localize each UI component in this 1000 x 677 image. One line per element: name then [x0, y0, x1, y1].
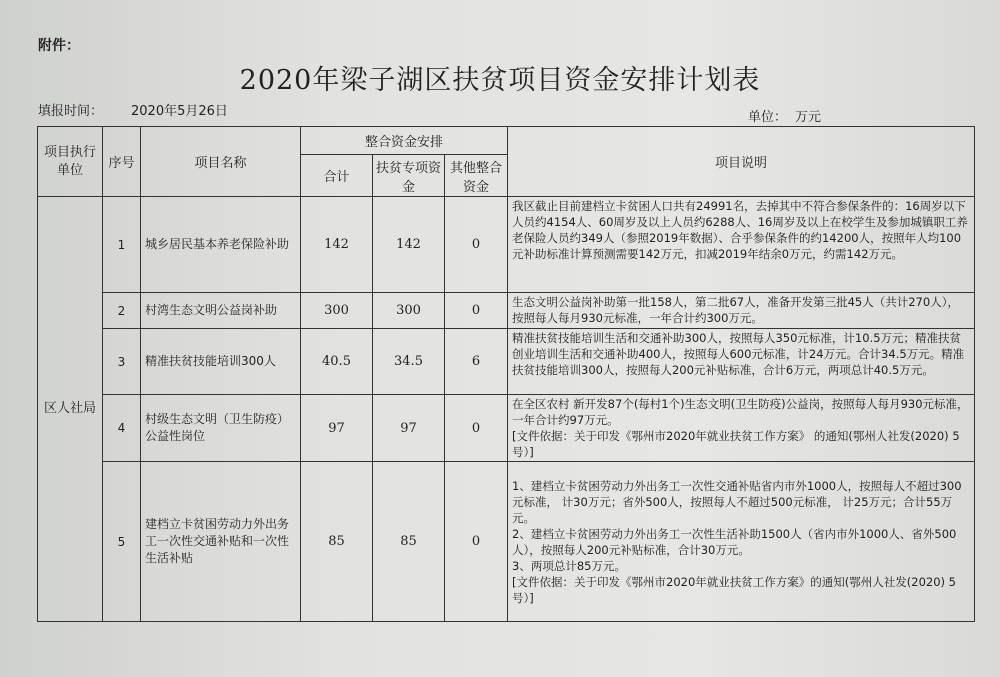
unit-value: 万元 — [795, 110, 822, 125]
other-fund-cell: 0 — [445, 462, 508, 622]
total-cell: 85 — [301, 462, 373, 622]
other-fund-cell: 0 — [445, 395, 508, 462]
header-poverty-fund: 扶贫专项资金 — [373, 155, 445, 197]
table-row — [38, 395, 975, 462]
table-row — [38, 293, 975, 329]
fill-date-value: 2020年5月26日 — [131, 104, 228, 119]
seq-cell: 3 — [103, 329, 141, 395]
table-row — [38, 197, 975, 293]
page-title: 2020年梁子湖区扶贫项目资金安排计划表 — [239, 65, 761, 96]
project-name-cell: 村湾生态文明公益岗补助 — [141, 293, 301, 329]
description-cell: 我区截止目前建档立卡贫困人口共有24991名，去掉其中不符合参保条件的：16周岁以下人员约4154人、60周岁及以上人员约6288人、16周岁及以上在校学生及参加城镇职工养老保险人员约349人（参照2019年数据）、合乎参保条件的约14200人，按照年人均100元补助标准计算预测需要142万元，扣减2019年结余0万元，约需142万元。 — [508, 197, 975, 293]
total-cell: 300 — [301, 293, 373, 329]
description-cell: 在全区农村 新开发87个(每村1个)生态文明(卫生防疫)公益岗，按照每人每月930元标准，一年合计约97万元。 [文件依据：关于印发《鄂州市2020年就业扶贫工作方案》 的通知(鄂州人社发(2020) 5号）] — [508, 395, 975, 462]
poverty-fund-cell: 85 — [373, 462, 445, 622]
seq-cell: 4 — [103, 395, 141, 462]
project-name-cell: 精准扶贫技能培训300人 — [141, 329, 301, 395]
header-row — [38, 127, 975, 155]
project-name-cell: 城乡居民基本养老保险补助 — [141, 197, 301, 293]
plan-table — [37, 126, 975, 622]
description-cell: 生态文明公益岗补助第一批158人，第二批67人，准备开发第三批45人（共计270人），按照每人每月930元标准，一年合计约300万元。 — [508, 293, 975, 329]
header-total: 合计 — [301, 155, 373, 197]
total-cell: 40.5 — [301, 329, 373, 395]
poverty-fund-cell: 34.5 — [373, 329, 445, 395]
fill-date-label: 填报时间： — [38, 104, 104, 119]
poverty-fund-cell: 97 — [373, 395, 445, 462]
total-cell: 142 — [301, 197, 373, 293]
table-row — [38, 462, 975, 622]
unit-label: 单位： — [748, 110, 788, 125]
header-description: 项目说明 — [508, 127, 975, 197]
fill-date — [38, 100, 228, 119]
exec-unit-cell: 区人社局 — [38, 197, 103, 622]
seq-cell: 2 — [103, 293, 141, 329]
header-funds-group: 整合资金安排 — [301, 127, 508, 155]
other-fund-cell: 6 — [445, 329, 508, 395]
header-exec-unit: 项目执行单位 — [38, 127, 103, 197]
header-seq: 序号 — [103, 127, 141, 197]
project-name-cell: 村级生态文明（卫生防疫）公益性岗位 — [141, 395, 301, 462]
description-cell: 1、建档立卡贫困劳动力外出务工一次性交通补贴省内市外1000人，按照每人不超过300元标准， 计30万元；省外500人，按照每人不超过500元标准， 计25万元；合计55万元。 2、建档立卡贫困劳动力外出务工一次性生活补助1500人（省内市外1000人、省外500人），按照每人200元补贴标准，合计30万元。 3、两项总计85万元。 [文件依据：关于印发《鄂州市2020年就业扶贫工作方案》的通知(鄂州人社发(2020) 5号）] — [508, 462, 975, 622]
description-cell: 精准扶贫技能培训生活和交通补助300人，按照每人350元标准，计10.5万元；精准扶贫创业培训生活和交通补助400人，按照每人600元标准，计24万元。合计34.5万元。精准扶贫技能培训300人，按照每人200元补贴标准，合计6万元，两项总计40.5万元。 — [508, 329, 975, 395]
attachment-label: 附件： — [38, 38, 80, 54]
header-other-fund: 其他整合资金 — [445, 155, 508, 197]
poverty-fund-cell: 300 — [373, 293, 445, 329]
other-fund-cell: 0 — [445, 293, 508, 329]
unit-note — [748, 106, 821, 125]
poverty-fund-cell: 142 — [373, 197, 445, 293]
seq-cell: 5 — [103, 462, 141, 622]
table-row — [38, 329, 975, 395]
header-name: 项目名称 — [141, 127, 301, 197]
project-name-cell: 建档立卡贫困劳动力外出务工一次性交通补贴和一次性生活补贴 — [141, 462, 301, 622]
seq-cell: 1 — [103, 197, 141, 293]
other-fund-cell: 0 — [445, 197, 508, 293]
total-cell: 97 — [301, 395, 373, 462]
